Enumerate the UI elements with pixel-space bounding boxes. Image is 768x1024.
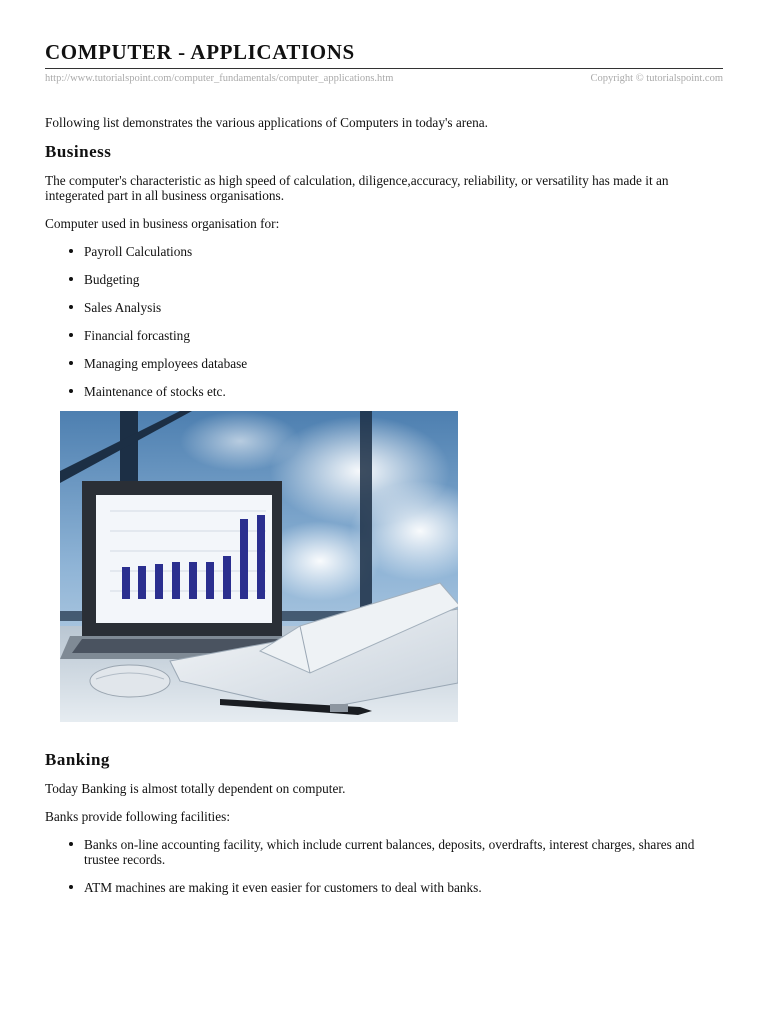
business-illustration: [60, 411, 458, 722]
business-used-for: Computer used in business organisation for:: [45, 216, 280, 231]
bullet-icon: [69, 333, 73, 337]
source-url[interactable]: http://www.tutorialspoint.com/computer_fundamentals/computer_applications.htm: [45, 73, 394, 84]
list-item: Sales Analysis: [45, 300, 723, 315]
list-item: Managing employees database: [45, 356, 723, 371]
copyright-notice: Copyright © tutorialspoint.com: [590, 73, 723, 84]
intro-text: Following list demonstrates the various applications of Computers in today's arena.: [45, 115, 488, 130]
bullet-icon: [69, 842, 73, 846]
bullet-icon: [69, 305, 73, 309]
business-list: [45, 244, 723, 399]
business-heading: Business: [45, 142, 112, 161]
header-rule: [45, 68, 723, 69]
page-content: [45, 38, 723, 412]
bullet-icon: [69, 389, 73, 393]
list-item: Financial forcasting: [45, 328, 723, 343]
url-bar: [45, 72, 723, 86]
banking-heading: Banking: [45, 750, 110, 769]
page-title: COMPUTER - APPLICATIONS: [45, 40, 355, 64]
business-description: The computer's characteristic as high speed of calculation, diligence,accuracy, reliability, or versatility has made it an integerated part in all business organisations.: [45, 173, 669, 203]
list-item: Budgeting: [45, 272, 723, 287]
banking-dependence: Today Banking is almost totally dependent on computer.: [45, 781, 346, 796]
list-item: Payroll Calculations: [45, 244, 723, 259]
bullet-icon: [69, 885, 73, 889]
list-item: Banks on-line accounting facility, which include current balances, deposits, overdrafts, interest charges, shares and trustee records.: [45, 837, 723, 867]
bullet-icon: [69, 361, 73, 365]
list-item: ATM machines are making it even easier for customers to deal with banks.: [45, 880, 723, 895]
bullet-icon: [69, 277, 73, 281]
list-item: Maintenance of stocks etc.: [45, 384, 723, 399]
bullet-icon: [69, 249, 73, 253]
banking-section: [45, 781, 723, 908]
banking-list: [45, 837, 723, 895]
banking-facilities: Banks provide following facilities:: [45, 809, 231, 824]
